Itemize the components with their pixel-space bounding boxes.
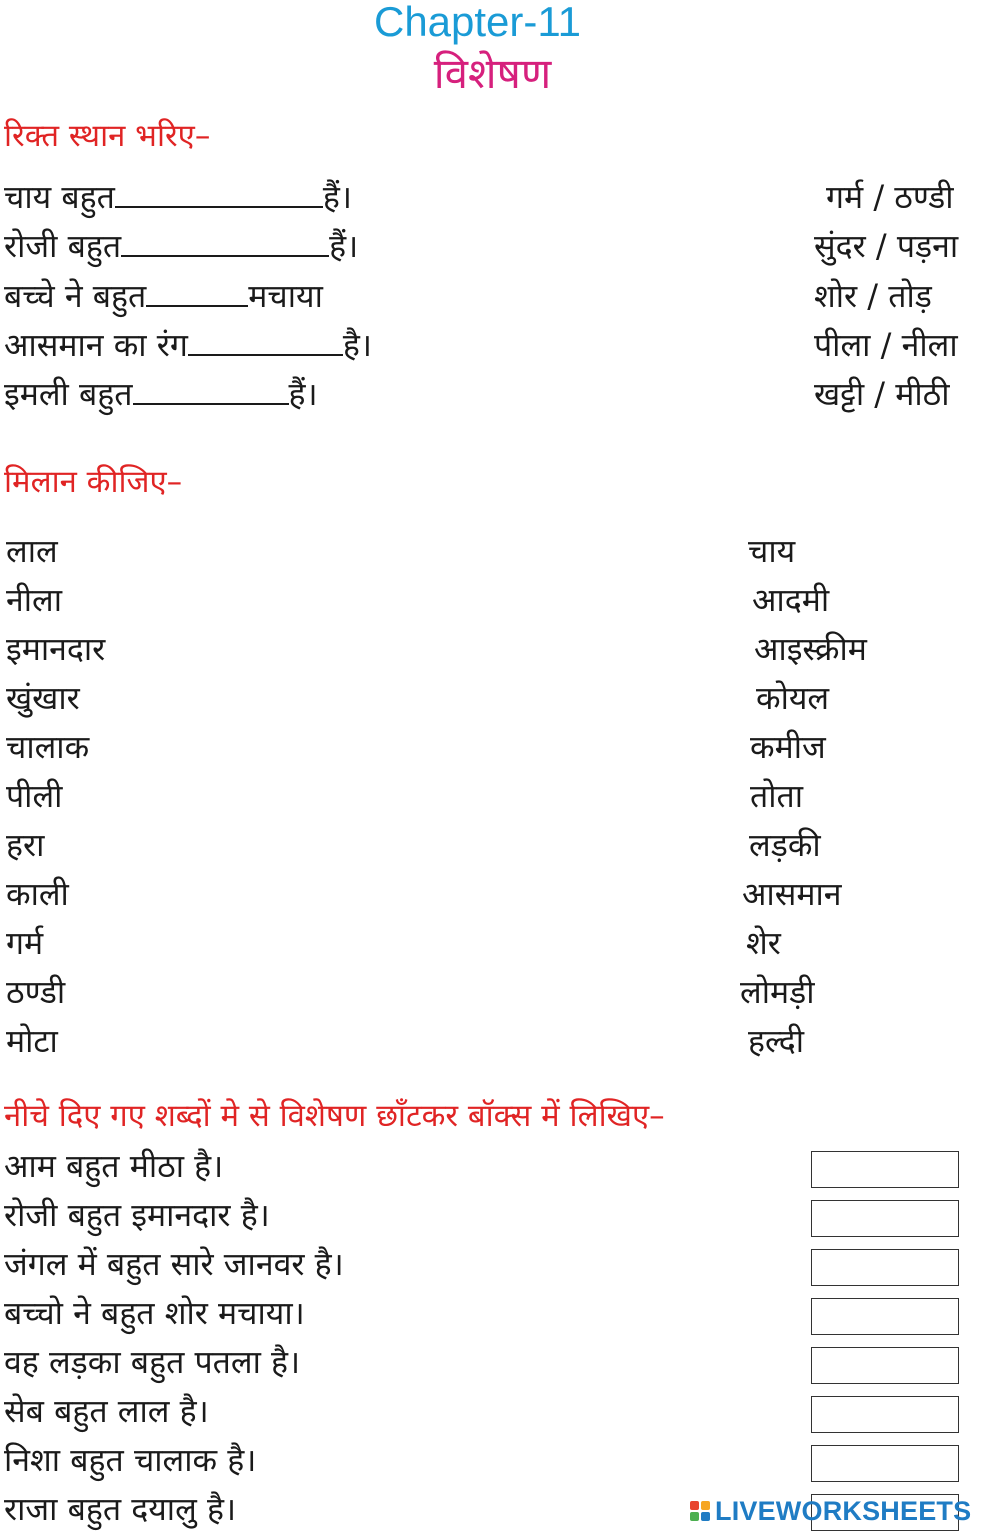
fill-blank-2[interactable] (121, 225, 329, 257)
sentence-6: सेब बहुत लाल है। (4, 1392, 209, 1430)
fill-row-text-before: रोजी बहुत (4, 227, 122, 265)
chapter-title: Chapter-11 (373, 0, 581, 45)
liveworksheets-logo-icon (690, 1501, 710, 1521)
fill-blank-5[interactable] (133, 373, 289, 405)
answer-input-2[interactable] (812, 1201, 958, 1236)
fill-row-text-before: बच्चे ने बहुत (4, 277, 147, 315)
fill-row-text-after: हैं। (322, 178, 352, 216)
match-right-item[interactable]: लड़की (749, 826, 821, 864)
match-right-item[interactable]: शेर (746, 924, 781, 962)
sentence-4: बच्चो ने बहुत शोर मचाया। (4, 1294, 305, 1332)
fill-row-text-before: आसमान का रंग (4, 326, 188, 364)
fill-blanks-heading: रिक्त स्थान भरिए– (4, 118, 211, 154)
answer-input-5[interactable] (812, 1348, 958, 1383)
fill-row-text-after: हैं। (288, 375, 318, 413)
sentence-8: राजा बहुत दयालु है। (4, 1490, 237, 1528)
fill-blank-4[interactable] (188, 324, 343, 356)
fill-row-text-before: चाय बहुत (4, 178, 115, 216)
adjective-heading: नीचे दिए गए शब्दों मे से विशेषण छाँटकर बॉक्स में लिखिए– (4, 1098, 665, 1134)
fill-blank-1[interactable] (115, 176, 323, 208)
match-left-item[interactable]: काली (6, 875, 69, 913)
answer-input-6[interactable] (812, 1397, 958, 1432)
fill-row-text-after: मचाया (248, 277, 323, 315)
sentence-3: जंगल में बहुत सारे जानवर है। (4, 1245, 344, 1283)
answer-input-7[interactable] (812, 1446, 958, 1481)
match-heading: मिलान कीजिए– (4, 464, 183, 500)
fill-row-5-options: खट्टी / मीठी (814, 375, 950, 413)
fill-row-1 (4, 175, 352, 218)
match-left-item[interactable]: लाल (6, 532, 58, 570)
match-left-item[interactable]: चालाक (6, 728, 90, 766)
answer-box-5[interactable] (811, 1347, 959, 1384)
answer-box-3[interactable] (811, 1249, 959, 1286)
match-left-item[interactable]: ठण्डी (6, 973, 66, 1011)
fill-blank-3[interactable] (146, 275, 248, 307)
fill-row-text-after: है। (342, 326, 372, 364)
match-left-item[interactable]: नीला (6, 581, 63, 619)
sentence-5: वह लड़का बहुत पतला है। (4, 1343, 301, 1381)
match-left-item[interactable]: खुंखार (6, 679, 80, 717)
fill-row-1-options: गर्म / ठण्डी (826, 178, 954, 216)
match-left-item[interactable]: गर्म (6, 924, 44, 962)
fill-row-3 (4, 274, 323, 317)
answer-box-2[interactable] (811, 1200, 959, 1237)
sentence-1: आम बहुत मीठा है। (4, 1147, 224, 1185)
sentence-2: रोजी बहुत इमानदार है। (4, 1196, 270, 1234)
fill-row-5 (4, 372, 318, 415)
answer-box-6[interactable] (811, 1396, 959, 1433)
fill-row-text-before: इमली बहुत (4, 375, 133, 413)
match-right-item[interactable]: कोयल (756, 679, 830, 717)
topic-title: विशेषण (433, 49, 552, 98)
answer-input-3[interactable] (812, 1250, 958, 1285)
match-right-item[interactable]: तोता (750, 777, 804, 815)
sentence-7: निशा बहुत चालाक है। (4, 1441, 257, 1479)
fill-row-2-options: सुंदर / पड़ना (814, 227, 959, 265)
match-left-item[interactable]: मोटा (6, 1022, 58, 1060)
match-right-item[interactable]: कमीज (750, 728, 826, 766)
liveworksheets-logo-text: LIVEWORKSHEETS (715, 1495, 972, 1526)
match-right-item[interactable]: हल्दी (748, 1022, 805, 1060)
fill-row-4 (4, 323, 372, 366)
match-right-item[interactable]: आइस्क्रीम (754, 630, 867, 668)
match-right-item[interactable]: चाय (748, 532, 796, 570)
answer-box-1[interactable] (811, 1151, 959, 1188)
match-left-item[interactable]: इमानदार (6, 630, 106, 668)
fill-row-2 (4, 224, 358, 267)
fill-row-3-options: शोर / तोड़ (814, 277, 932, 315)
fill-row-text-after: हैं। (329, 227, 359, 265)
answer-box-4[interactable] (811, 1298, 959, 1335)
match-right-item[interactable]: आसमान (742, 875, 842, 913)
match-right-item[interactable]: आदमी (752, 581, 830, 619)
match-right-item[interactable]: लोमड़ी (740, 973, 815, 1011)
fill-row-4-options: पीला / नीला (814, 326, 958, 364)
liveworksheets-logo (690, 1496, 971, 1526)
match-left-item[interactable]: पीली (6, 777, 63, 815)
answer-input-1[interactable] (812, 1152, 958, 1187)
answer-input-4[interactable] (812, 1299, 958, 1334)
match-left-item[interactable]: हरा (6, 826, 45, 864)
answer-box-7[interactable] (811, 1445, 959, 1482)
